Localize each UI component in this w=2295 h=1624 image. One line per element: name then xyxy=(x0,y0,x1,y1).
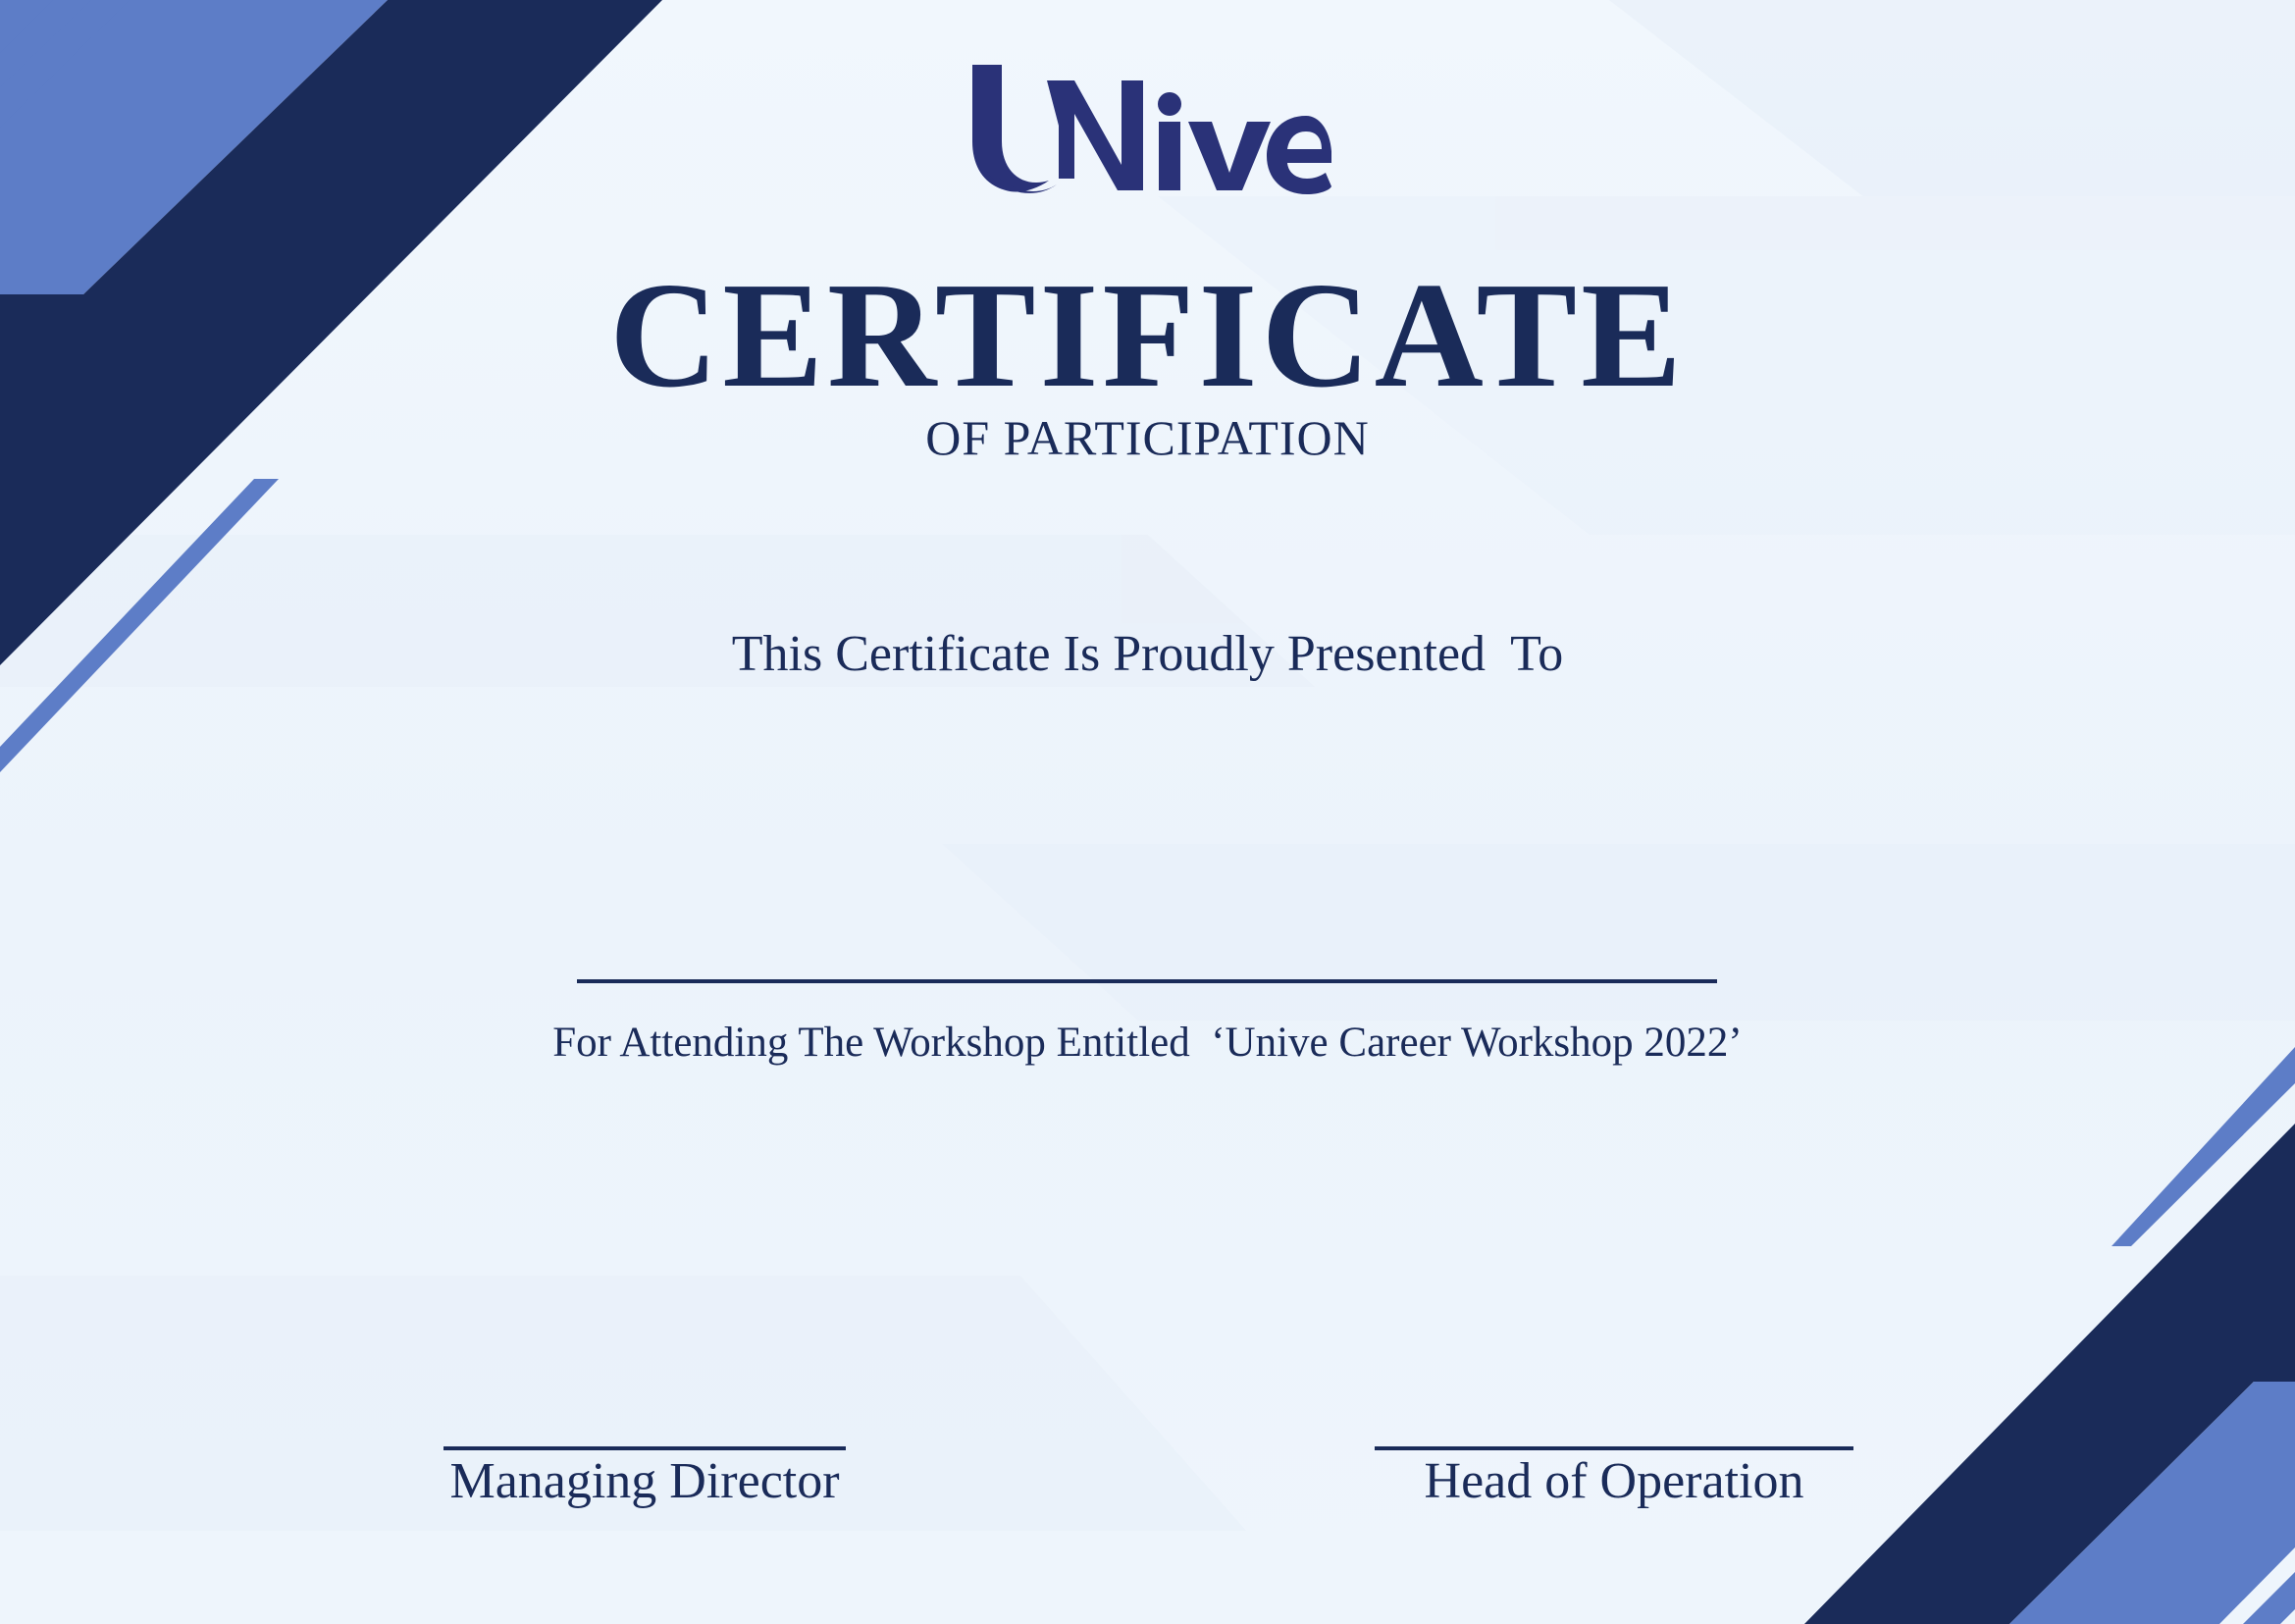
managing-director-label: Managing Director xyxy=(449,1453,840,1509)
head-of-operation-label: Head of Operation xyxy=(1424,1453,1804,1509)
managing-director-signature-line xyxy=(443,1446,846,1450)
certificate-title: CERTIFICATE xyxy=(609,252,1686,419)
unive-logo-mark xyxy=(966,57,1331,200)
head-of-operation-signature-line xyxy=(1375,1446,1853,1450)
bottom-right-corner-decoration xyxy=(1804,1047,2295,1624)
presented-to-text: This Certificate Is Proudly Presented To xyxy=(731,626,1564,682)
workshop-description: For Attending The Workshop Entitled ‘Unive Career Workshop 2022’ xyxy=(552,1020,1743,1066)
unive-logo xyxy=(966,57,1331,200)
recipient-name-line xyxy=(577,979,1717,983)
certificate-subtitle: OF PARTICIPATION xyxy=(925,410,1370,465)
